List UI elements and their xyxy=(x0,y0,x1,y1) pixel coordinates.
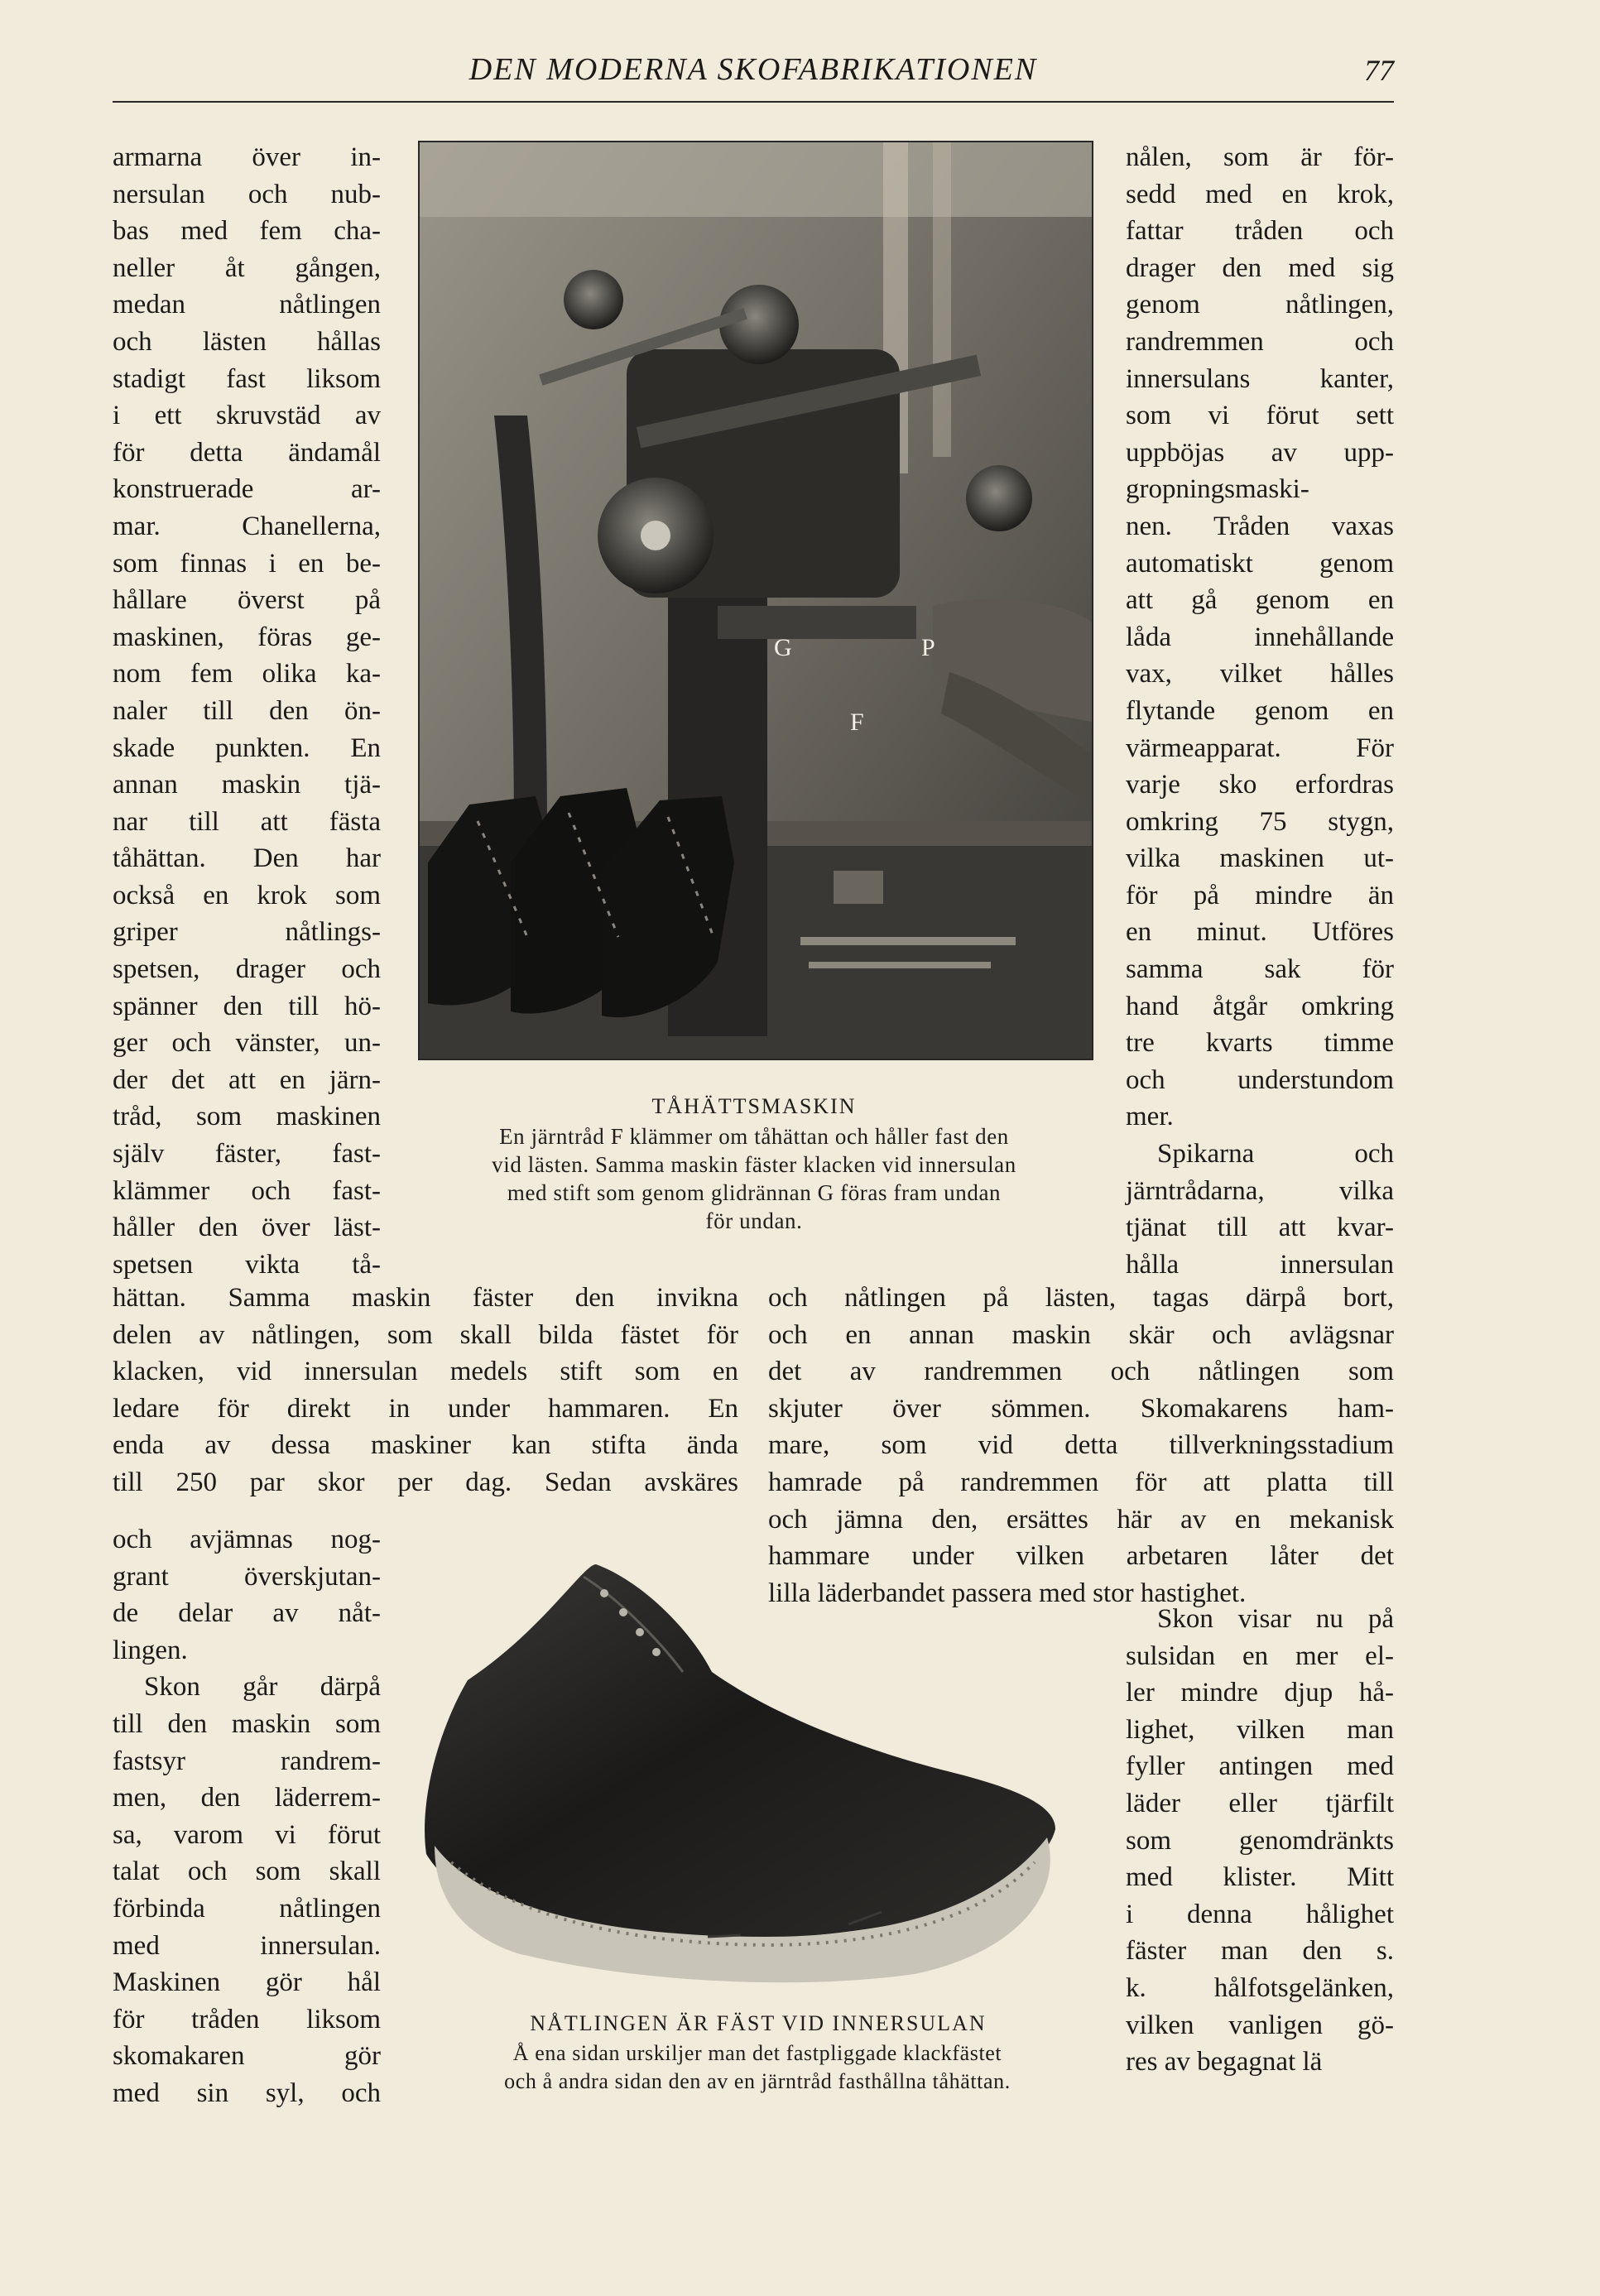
text-line: spänner den till hö- xyxy=(113,991,381,1021)
text-line: i denna hålighet xyxy=(1126,1899,1394,1929)
text-line: nersulan och nub- xyxy=(113,179,381,209)
machine-label-g: G xyxy=(774,634,792,661)
text-line: det av randremmen och nåtlingen som xyxy=(768,1357,1394,1387)
text-line: hamrade på randremmen för att platta till xyxy=(768,1467,1394,1497)
text-line: innersulans kanter, xyxy=(1126,363,1394,394)
text-line: till den maskin som xyxy=(113,1708,381,1739)
machine-label-p: P xyxy=(921,634,935,661)
text-line: Maskinen gör hål xyxy=(113,1967,381,1998)
text-line: ger och vänster, un- xyxy=(113,1028,381,1059)
caption-line: En järntråd F klämmer om tåhättan och håller fast den xyxy=(499,1124,1009,1149)
text-line: griper nåtlings- xyxy=(113,917,381,948)
text-line: en minut. Utföres xyxy=(1126,917,1394,948)
text-line: skjuter över sömmen. Skomakarens ham- xyxy=(768,1393,1394,1424)
text-line: Skon går därpå xyxy=(144,1672,381,1703)
caption-line: vid lästen. Samma maskin fäster klacken vid innersulan xyxy=(492,1152,1016,1177)
figure1-title: TÅHÄTTSMASKIN xyxy=(651,1094,857,1118)
text-line: men, den läderrem- xyxy=(113,1783,381,1813)
text-line: med sin syl, och xyxy=(113,2077,381,2108)
text-line: tåhättan. Den har xyxy=(113,843,381,874)
text-line: hållare överst på xyxy=(113,585,381,616)
text-line: talat och som skall xyxy=(113,1856,381,1887)
text-line: neller åt gången, xyxy=(113,252,381,283)
text-line: spetsen, drager och xyxy=(113,954,381,985)
text-line: skomakaren gör xyxy=(113,2041,381,2072)
text-line: lilla läderbandet passera med stor hastighet. xyxy=(768,1578,1247,1608)
body-column-left-bottom xyxy=(113,1521,381,2112)
text-line: de delar av nåt- xyxy=(113,1598,381,1629)
text-line: samma sak för xyxy=(1126,954,1394,985)
text-line: järntrådarna, vilka xyxy=(1126,1175,1394,1206)
body-column-left-top xyxy=(113,139,381,1283)
figure1-caption xyxy=(414,1122,1094,1235)
text-line: tjänat till att kvar- xyxy=(1126,1213,1394,1243)
text-line: uppböjas av upp- xyxy=(1126,437,1394,468)
text-line: mare, som vid detta tillverkningsstadium xyxy=(768,1430,1394,1461)
text-line: sulsidan en mer el- xyxy=(1126,1640,1394,1671)
text-line: nar till att fästa xyxy=(113,806,381,837)
text-line: maskinen, föras ge- xyxy=(113,622,381,652)
text-line: mer. xyxy=(1126,1102,1174,1132)
text-line: lighet, vilken man xyxy=(1126,1714,1394,1745)
text-line: som vi förut sett xyxy=(1126,401,1394,431)
boot-illustration xyxy=(418,1548,1105,1995)
text-line: delen av nåtlingen, som skall bilda fästet för xyxy=(113,1319,738,1350)
text-line: konstruerade ar- xyxy=(113,474,381,505)
text-line: nen. Tråden vaxas xyxy=(1126,511,1394,541)
text-line: sa, varom vi förut xyxy=(113,1819,381,1850)
text-line: och jämna den, ersättes här av en mekanisk xyxy=(768,1504,1394,1535)
text-line: naler till den ön- xyxy=(113,695,381,726)
text-line: håller den över läst- xyxy=(113,1213,381,1243)
text-line: lingen. xyxy=(113,1635,188,1665)
text-line: klacken, vid innersulan medels stift som en xyxy=(113,1357,738,1387)
text-line: vilka maskinen ut- xyxy=(1126,843,1394,874)
text-line: fastsyr randrem- xyxy=(113,1746,381,1776)
text-line: hättan. Samma maskin fäster den invikna xyxy=(113,1283,738,1313)
caption-line: Å ena sidan urskiljer man det fastpliggade klackfästet xyxy=(512,2041,1002,2065)
text-line: gropningsmaski- xyxy=(1126,474,1309,505)
text-line: nålen, som är för- xyxy=(1126,142,1394,172)
text-line: och lästen hållas xyxy=(113,326,381,357)
text-line: hand åtgår omkring xyxy=(1126,991,1394,1021)
text-line: genom nåtlingen, xyxy=(1126,290,1394,320)
running-title: DEN MODERNA SKOFABRIKATIONEN xyxy=(468,52,1038,87)
text-line: annan maskin tjä- xyxy=(113,770,381,800)
text-line: värmeapparat. För xyxy=(1126,733,1394,763)
text-line: Spikarna och xyxy=(1157,1139,1394,1170)
text-line: för tråden liksom xyxy=(113,2004,381,2034)
text-line: förbinda nåtlingen xyxy=(113,1893,381,1924)
text-line: med innersulan. xyxy=(113,1930,381,1961)
figure2-title: NÅTLINGEN ÄR FÄST VID INNERSULAN xyxy=(530,2011,987,2035)
text-line: till 250 par skor per dag. Sedan avskäres xyxy=(113,1467,738,1497)
caption-line: och å andra sidan den av en järntråd fasthållna tåhättan. xyxy=(504,2069,1011,2093)
text-line: drager den med sig xyxy=(1126,252,1394,283)
toe-cap-machine-photo xyxy=(418,141,1093,1060)
text-line: tråd, som maskinen xyxy=(113,1102,381,1132)
text-line: bas med fem cha- xyxy=(113,216,381,247)
text-line: och en annan maskin skär och avlägsnar xyxy=(768,1319,1394,1350)
text-line: mar. Chanellerna, xyxy=(113,511,381,541)
text-line: spetsen vikta tå- xyxy=(113,1249,381,1280)
machine-label-f: F xyxy=(850,708,864,736)
text-line: varje sko erfordras xyxy=(1126,770,1394,800)
page-number: 77 xyxy=(1364,54,1394,87)
text-line: medan nåtlingen xyxy=(113,290,381,320)
text-line: också en krok som xyxy=(113,880,381,910)
text-line: med klister. Mitt xyxy=(1126,1862,1394,1893)
body-column-right-top xyxy=(1126,139,1394,1283)
text-line: automatiskt genom xyxy=(1126,548,1394,579)
caption-line: för undan. xyxy=(705,1208,803,1233)
body-full-left xyxy=(113,1280,738,1501)
text-line: hammare under vilken arbetaren låter det xyxy=(768,1541,1394,1572)
text-line: för detta ändamål xyxy=(113,437,381,468)
text-line: som genomdränkts xyxy=(1126,1825,1394,1856)
text-line: k. hålfotsgelänken, xyxy=(1126,1972,1394,2003)
text-line: enda av dessa maskiner kan stifta ända xyxy=(113,1430,738,1461)
text-line: hålla innersulan xyxy=(1126,1249,1394,1280)
text-line: och avjämnas nog- xyxy=(113,1525,381,1554)
text-line: vax, vilket hålles xyxy=(1126,659,1394,689)
text-line: fäster man den s. xyxy=(1126,1936,1394,1967)
text-line: i ett skruvstäd av xyxy=(113,401,381,431)
caption-line: med stift som genom glidrännan G föras fram undan xyxy=(507,1180,1002,1205)
text-line: stadigt fast liksom xyxy=(113,363,381,394)
body-column-right-bottom xyxy=(1126,1601,1394,2081)
text-line: skade punkten. En xyxy=(113,733,381,763)
page-header xyxy=(113,51,1394,103)
text-line: grant överskjutan- xyxy=(113,1561,381,1592)
text-line: flytande genom en xyxy=(1126,695,1394,726)
text-line: vilken vanligen gö- xyxy=(1126,2010,1394,2040)
text-line: omkring 75 stygn, xyxy=(1126,806,1394,837)
text-line: ler mindre djup hå- xyxy=(1126,1678,1394,1708)
text-line: för på mindre än xyxy=(1126,880,1394,910)
figure2-caption xyxy=(406,2039,1109,2096)
text-line: sedd med en krok, xyxy=(1126,179,1394,209)
text-line: nom fem olika ka- xyxy=(113,659,381,689)
text-line: fyller antingen med xyxy=(1126,1751,1394,1782)
text-line: res av begagnat lä xyxy=(1126,2047,1323,2077)
text-line: och understundom xyxy=(1126,1064,1394,1095)
text-line: tre kvarts timme xyxy=(1126,1028,1394,1059)
text-line: klämmer och fast- xyxy=(113,1175,381,1206)
text-line: Skon visar nu på xyxy=(1157,1604,1394,1634)
text-line: läder eller tjärfilt xyxy=(1126,1788,1394,1818)
machine-illustration xyxy=(420,142,1092,1059)
text-line: armarna över in- xyxy=(113,142,381,172)
text-line: själv fäster, fast- xyxy=(113,1139,381,1170)
text-line: fattar tråden och xyxy=(1126,216,1394,247)
text-line: som finnas i en be- xyxy=(113,548,381,579)
text-line: randremmen och xyxy=(1126,326,1394,357)
boot-welt-photo xyxy=(418,1548,1105,1995)
text-line: ledare för direkt in under hammaren. En xyxy=(113,1393,738,1424)
text-line: låda innehållande xyxy=(1126,622,1394,652)
text-line: och nåtlingen på lästen, tagas därpå bort, xyxy=(768,1283,1394,1313)
text-line: att gå genom en xyxy=(1126,585,1394,616)
text-line: der det att en järn- xyxy=(113,1064,381,1095)
